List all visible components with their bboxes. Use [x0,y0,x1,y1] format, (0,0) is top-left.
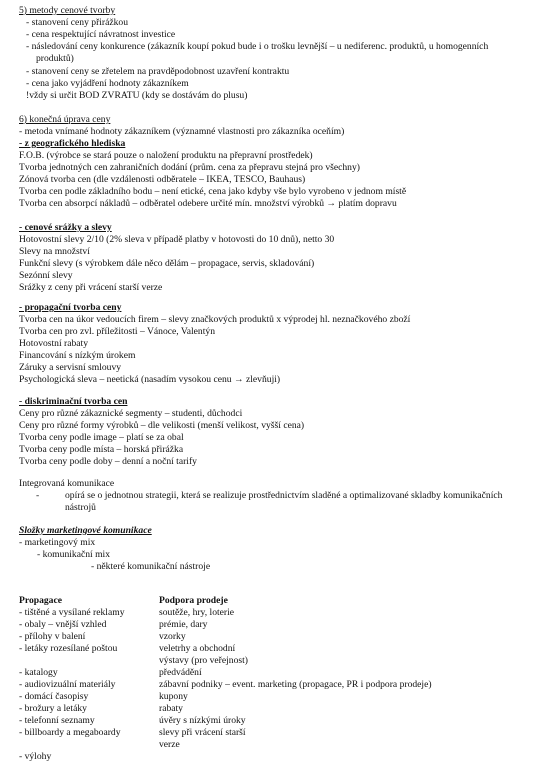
list-item: slevy při vrácení starší [159,727,246,738]
integrated-title: Integrovaná komunikace [19,478,115,489]
list-item: - telefonní seznamy [19,715,95,726]
dash-marker: - [36,490,40,501]
list-item: prémie, dary [159,619,208,630]
list-item: F.O.B. (výrobce se stará pouze o naložení produktu na přepravní prostředek) [19,150,313,161]
list-item: - některé komunikační nástroje [91,561,211,572]
discounts-heading: - cenové srážky a slevy [19,222,112,233]
list-item: - stanovení ceny se zřetelem na pravděpodobnost uzavření kontraktu [26,66,290,77]
list-item: Hotovostní slevy 2/10 (2% sleva v případě platby v hotovosti do 10 dnů), netto 30 [19,234,335,245]
list-item: zábavní podniky – event. marketing (propagace, PR i podpora prodeje) [159,679,432,690]
list-item: - tištěné a vysílané reklamy [19,607,125,618]
list-item: - následování ceny konkurence (zákazník koupí pokud bude i o trošku levnější – u nediferenc. produktů, u homogenních [26,41,489,52]
list-item: úvěry s nízkými úroky [159,715,246,726]
list-item: Financování s nízkým úrokem [19,350,136,361]
list-item: Slevy na množství [19,246,90,257]
list-item: - audiovizuální materiály [19,679,116,690]
list-item: vzorky [159,631,186,642]
list-item: výstavy (pro veřejnost) [159,655,248,666]
list-item: veletrhy a obchodní [159,643,236,654]
list-item: rabaty [159,703,183,714]
geo-heading: - z geografického hlediska [19,138,126,149]
list-item: Ceny pro různé formy výrobků – dle velikosti (menší velikost, vyšší cena) [19,420,305,431]
propagace-header: Propagace [19,595,62,606]
list-item: Tvorba ceny podle doby – denní a noční tarify [19,456,197,467]
section-5-heading: 5) metody cenové tvorby [19,5,116,16]
list-item: - komunikační mix [37,549,111,560]
list-item: Tvorba cen absorpcí nákladů – odběratel odebere určité mín. množství výrobků → platím dopravu [19,198,397,209]
integrated-text: nástrojů [65,502,96,513]
list-item: verze [159,739,180,750]
podpora-header: Podpora prodeje [159,595,228,606]
list-item: - přílohy v balení [19,631,86,642]
list-item: Psychologická sleva – neetická (nasadím vysokou cenu → zlevňuji) [19,374,281,385]
discrim-heading: - diskriminační tvorba cen [19,396,128,407]
list-item: - obaly – vnější vzhled [19,619,107,630]
list-item: Zónová tvorba cen (dle vzdálenosti odběratele – IKEA, TESCO, Bauhaus) [19,174,306,185]
list-item: Sezónní slevy [19,270,73,281]
list-item: kupony [159,691,188,702]
list-item: Funkční slevy (s výrobkem dále něco dělám – propagace, servis, skladování) [19,258,315,269]
list-item: - marketingový mix [19,537,96,548]
list-item: produktů) [36,53,74,64]
list-item: soutěže, hry, loterie [159,607,235,618]
list-item: Ceny pro různé zákaznické segmenty – studenti, důchodci [19,408,243,419]
list-item: - domácí časopisy [19,691,89,702]
list-item: Tvorba ceny podle image – platí se za obal [19,432,184,443]
list-item: - metoda vnímané hodnoty zákazníkem (významné vlastnosti pro zákazníka oceňím) [19,126,345,137]
list-item: - stanovení ceny přirážkou [26,17,129,28]
list-item: - katalogy [19,667,58,678]
note-break-even: !vždy si určit BOD ZVRATU (kdy se dostávám do plusu) [26,90,248,101]
list-item: - výlohy [19,751,52,762]
integrated-text: opírá se o jednotnou strategii, která se realizuje prostřednictvím sladěné a optimalizované skladby komunikačních [65,490,503,501]
list-item: - billboardy a megaboardy [19,727,121,738]
list-item: Záruky a servisní smlouvy [19,362,122,373]
promo-heading: - propagační tvorba ceny [19,302,122,313]
list-item: Tvorba cen pro zvl. příležitosti – Vánoce, Valentýn [19,326,215,337]
section-6-heading: 6) konečná úprava ceny [19,114,111,125]
list-item: předvádění [159,667,202,678]
list-item: Tvorba jednotných cen zahraničních dodání (prům. cena za přepravu stejná pro všechny) [19,162,360,173]
list-item: - cena respektující návratnost investice [26,29,176,40]
list-item: Srážky z ceny při vrácení starší verze [19,282,163,293]
list-item: Tvorba cen podle základního bodu – není etické, cena jako kdyby vše bylo vyrobeno v jednom místě [19,186,407,197]
list-item: - brožury a letáky [19,703,87,714]
mix-heading: Složky marketingové komunikace [19,525,152,536]
list-item: Tvorba cen na úkor vedoucích firem – slevy značkových produktů x výprodej hl. neznačkového zboží [19,314,411,325]
list-item: - cena jako vyjádření hodnoty zákazníkem [26,78,189,89]
list-item: Tvorba ceny podle místa – horská přirážka [19,444,184,455]
list-item: - letáky rozesílané poštou [19,643,118,654]
list-item: Hotovostní rabaty [19,338,89,349]
